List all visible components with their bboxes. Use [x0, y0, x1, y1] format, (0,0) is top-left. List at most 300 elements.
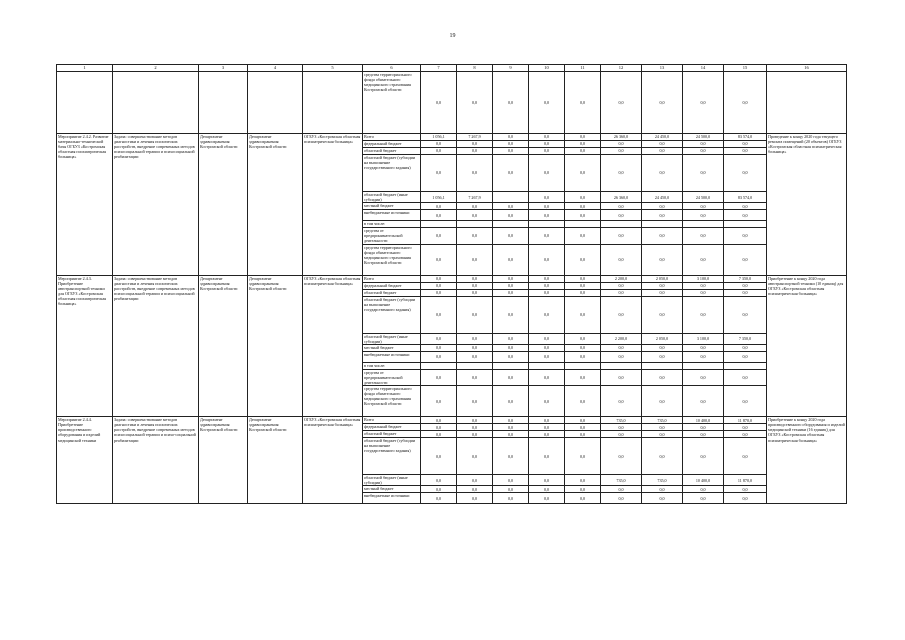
task-description: Задача: совершенствование методов диагностики и лечения психических расстройств, внедрение современных методов психосоциальной терапии и психо-социальной реабилитации	[113, 417, 199, 504]
amount-cell	[683, 221, 724, 228]
funding-source: в том числе:	[363, 221, 421, 228]
task-description: Задача: совершенствование методов диагностики и лечения психических расстройств, внедрение современных методов психосоциальной терапии и психосоциальной реабилитации	[113, 275, 199, 417]
amount-cell: 0,0	[565, 282, 601, 289]
amount-cell: 0,0	[493, 141, 529, 148]
amount-cell: 0,0	[457, 438, 493, 475]
coexecutor: Департамент здравоохранения Костромской области	[248, 417, 303, 504]
amount-cell: 0,0	[724, 210, 767, 221]
amount-cell: 0,0	[421, 417, 457, 424]
amount-cell: 0,0	[565, 438, 601, 475]
amount-cell: 83 574,0	[724, 192, 767, 203]
amount-cell: 0,0	[529, 417, 565, 424]
amount-cell: 0,0	[421, 369, 457, 385]
amount-cell: 10 400,0	[683, 417, 724, 424]
amount-cell: 0,0	[529, 289, 565, 296]
amount-cell: 0,0	[565, 333, 601, 344]
amount-cell: 0,0	[421, 493, 457, 504]
amount-cell: 0,0	[529, 141, 565, 148]
amount-cell: 0,0	[565, 289, 601, 296]
amount-cell: 0,0	[565, 351, 601, 362]
funding-source: федеральный бюджет	[363, 282, 421, 289]
amount-cell: 0,0	[642, 493, 683, 504]
expected-result: Приобретение к концу 2020 года автотранспортной техники (10 единиц) для ОГБУЗ «Костромская областная психиатрическая больница»	[767, 275, 847, 417]
amount-cell: 0,0	[529, 228, 565, 244]
amount-cell: 0,0	[724, 431, 767, 438]
financing-table	[56, 64, 847, 504]
amount-cell: 0,0	[565, 493, 601, 504]
amount-cell: 10 400,0	[683, 475, 724, 486]
measure-name: Мероприятие 2.4.2. Развитие материально-технической базы ОГБУЗ «Костромская областная психиатрическая больница»	[57, 134, 113, 276]
column-number: 16	[767, 65, 847, 72]
amount-cell: 0,0	[565, 148, 601, 155]
amount-cell: 0,0	[724, 244, 767, 275]
amount-cell: 7 267,9	[457, 192, 493, 203]
amount-cell: 0,0	[493, 333, 529, 344]
amount-cell: 735,0	[642, 417, 683, 424]
amount-cell: 0,0	[529, 493, 565, 504]
amount-cell: 0,0	[529, 486, 565, 493]
column-number: 5	[303, 65, 363, 72]
amount-cell: 0,0	[601, 203, 642, 210]
amount-cell: 0,0	[529, 210, 565, 221]
measure-name: Мероприятие 2.4.4. Приобретение производственного оборудования и изделий медицинской техники	[57, 417, 113, 504]
amount-cell: 0,0	[493, 296, 529, 333]
amount-cell: 0,0	[493, 431, 529, 438]
amount-cell: 26 360,0	[601, 134, 642, 141]
funding-source: областной бюджет	[363, 148, 421, 155]
funding-source: областной бюджет (субсидии на выполнение государственного задания)	[363, 155, 421, 192]
amount-cell: 0,0	[683, 148, 724, 155]
amount-cell: 0,0	[565, 275, 601, 282]
funding-source: местный бюджет	[363, 344, 421, 351]
amount-cell: 0,0	[457, 486, 493, 493]
funding-source: областной бюджет	[363, 289, 421, 296]
expected-result: Проведение к концу 2020 года текущего ремонта помещений (20 объектов) ОГБУЗ «Костромская областная психиатрическая больница»	[767, 134, 847, 276]
amount-cell: 0,0	[724, 351, 767, 362]
amount-cell: 0,0	[529, 438, 565, 475]
amount-cell: 0,0	[601, 351, 642, 362]
amount-cell: 0,0	[457, 369, 493, 385]
amount-cell	[601, 221, 642, 228]
amount-cell: 0,0	[493, 386, 529, 417]
amount-cell: 0,0	[724, 203, 767, 210]
amount-cell: 0,0	[529, 72, 565, 134]
amount-cell: 0,0	[565, 344, 601, 351]
amount-cell: 0,0	[642, 282, 683, 289]
amount-cell: 0,0	[565, 424, 601, 431]
amount-cell: 0,0	[529, 275, 565, 282]
amount-cell: 0,0	[493, 148, 529, 155]
amount-cell: 24 500,0	[683, 192, 724, 203]
amount-cell: 0,0	[601, 282, 642, 289]
amount-cell: 0,0	[601, 228, 642, 244]
funding-source: в том числе:	[363, 362, 421, 369]
amount-cell: 0,0	[683, 296, 724, 333]
amount-cell: 0,0	[565, 486, 601, 493]
funding-source: областной бюджет (иные субсидии)	[363, 475, 421, 486]
amount-cell: 0,0	[565, 134, 601, 141]
amount-cell: 0,0	[457, 333, 493, 344]
amount-cell: 0,0	[457, 210, 493, 221]
amount-cell: 0,0	[683, 386, 724, 417]
amount-cell: 0,0	[565, 141, 601, 148]
amount-cell: 0,0	[642, 369, 683, 385]
amount-cell: 0,0	[565, 296, 601, 333]
amount-cell: 0,0	[493, 155, 529, 192]
amount-cell: 0,0	[724, 369, 767, 385]
amount-cell: 0,0	[601, 244, 642, 275]
amount-cell: 0,0	[724, 155, 767, 192]
coexecutor: Департамент здравоохранения Костромской области	[248, 134, 303, 276]
amount-cell: 0,0	[683, 344, 724, 351]
amount-cell: 0,0	[642, 148, 683, 155]
amount-cell: 0,0	[642, 438, 683, 475]
amount-cell: 0,0	[642, 486, 683, 493]
amount-cell: 0,0	[457, 386, 493, 417]
amount-cell: 0,0	[565, 155, 601, 192]
amount-cell	[724, 362, 767, 369]
amount-cell: 0,0	[421, 438, 457, 475]
amount-cell: 0,0	[683, 438, 724, 475]
amount-cell	[565, 221, 601, 228]
amount-cell: 0,0	[601, 486, 642, 493]
amount-cell: 0,0	[565, 244, 601, 275]
amount-cell: 0,0	[421, 72, 457, 134]
amount-cell: 0,0	[421, 148, 457, 155]
amount-cell: 26 360,0	[601, 192, 642, 203]
amount-cell: 735,0	[601, 475, 642, 486]
amount-cell	[642, 221, 683, 228]
amount-cell: 0,0	[683, 424, 724, 431]
amount-cell: 0,0	[529, 386, 565, 417]
amount-cell: 0,0	[642, 203, 683, 210]
amount-cell: 11 870,0	[724, 417, 767, 424]
column-number: 11	[565, 65, 601, 72]
amount-cell: 1 056,1	[421, 192, 457, 203]
amount-cell: 24 450,0	[642, 134, 683, 141]
funding-source: средства территориального фонда обязательного медицинского страхования Костромской области	[363, 386, 421, 417]
funding-source: федеральный бюджет	[363, 141, 421, 148]
continuation-row	[57, 72, 847, 134]
funding-source: Всего	[363, 275, 421, 282]
amount-cell: 0,0	[565, 192, 601, 203]
amount-cell: 0,0	[421, 386, 457, 417]
amount-cell	[421, 362, 457, 369]
amount-cell: 0,0	[642, 141, 683, 148]
amount-cell: 0,0	[565, 475, 601, 486]
recipient: ОГБУЗ «Костромская областная психиатрическая больница»	[303, 417, 363, 504]
funding-source: средства от предпринимательской деятельности	[363, 369, 421, 385]
amount-cell: 0,0	[493, 282, 529, 289]
amount-cell: 0,0	[565, 72, 601, 134]
empty-cell	[303, 72, 363, 134]
amount-cell: 0,0	[421, 141, 457, 148]
amount-cell: 0,0	[457, 275, 493, 282]
amount-cell: 2 200,0	[601, 333, 642, 344]
amount-cell: 0,0	[601, 431, 642, 438]
amount-cell: 0,0	[642, 289, 683, 296]
amount-cell: 0,0	[529, 244, 565, 275]
amount-cell	[529, 221, 565, 228]
amount-cell: 0,0	[642, 210, 683, 221]
amount-cell: 0,0	[457, 282, 493, 289]
amount-cell: 0,0	[642, 424, 683, 431]
amount-cell: 0,0	[493, 244, 529, 275]
amount-cell: 0,0	[421, 155, 457, 192]
amount-cell: 0,0	[683, 431, 724, 438]
empty-cell	[57, 72, 113, 134]
column-number: 13	[642, 65, 683, 72]
amount-cell: 0,0	[457, 289, 493, 296]
amount-cell: 0,0	[529, 431, 565, 438]
amount-cell: 0,0	[642, 351, 683, 362]
funding-source: федеральный бюджет	[363, 424, 421, 431]
column-number: 4	[248, 65, 303, 72]
column-number: 2	[113, 65, 199, 72]
amount-cell: 0,0	[529, 475, 565, 486]
amount-cell: 83 574,0	[724, 134, 767, 141]
amount-cell: 0,0	[724, 493, 767, 504]
amount-cell: 0,0	[493, 203, 529, 210]
amount-cell: 0,0	[457, 141, 493, 148]
funding-source: местный бюджет	[363, 486, 421, 493]
amount-cell: 0,0	[457, 431, 493, 438]
amount-cell	[529, 362, 565, 369]
column-number: 1	[57, 65, 113, 72]
amount-cell: 0,0	[529, 282, 565, 289]
funding-source: областной бюджет (иные субсидии)	[363, 192, 421, 203]
empty-cell	[113, 72, 199, 134]
column-number: 12	[601, 65, 642, 72]
amount-cell	[457, 221, 493, 228]
amount-cell: 0,0	[457, 344, 493, 351]
amount-cell: 0,0	[457, 417, 493, 424]
amount-cell: 0,0	[529, 148, 565, 155]
amount-cell: 0,0	[724, 296, 767, 333]
amount-cell: 0,0	[601, 296, 642, 333]
amount-cell: 2 200,0	[601, 275, 642, 282]
amount-cell: 1 056,1	[421, 134, 457, 141]
amount-cell: 0,0	[565, 431, 601, 438]
amount-cell: 735,0	[642, 475, 683, 486]
amount-cell: 0,0	[724, 486, 767, 493]
amount-cell: 0,0	[724, 424, 767, 431]
amount-cell: 0,0	[529, 351, 565, 362]
page-number: 19	[449, 33, 456, 39]
amount-cell: 0,0	[683, 141, 724, 148]
funding-source: средства территориального фонда обязательного медицинского страхования Костромской области	[363, 244, 421, 275]
amount-cell: 0,0	[457, 493, 493, 504]
amount-cell: 0,0	[642, 386, 683, 417]
amount-cell: 7 267,9	[457, 134, 493, 141]
amount-cell: 0,0	[642, 296, 683, 333]
amount-cell: 0,0	[529, 344, 565, 351]
amount-cell: 0,0	[724, 289, 767, 296]
amount-cell	[457, 362, 493, 369]
funding-row	[57, 134, 847, 141]
amount-cell: 0,0	[493, 134, 529, 141]
funding-row	[57, 417, 847, 424]
amount-cell: 0,0	[601, 424, 642, 431]
amount-cell: 0,0	[457, 203, 493, 210]
amount-cell: 0,0	[457, 475, 493, 486]
amount-cell: 0,0	[601, 155, 642, 192]
amount-cell: 0,0	[529, 369, 565, 385]
amount-cell: 0,0	[457, 351, 493, 362]
column-number: 7	[421, 65, 457, 72]
empty-cell	[199, 72, 248, 134]
amount-cell: 0,0	[457, 244, 493, 275]
amount-cell: 0,0	[493, 369, 529, 385]
amount-cell: 0,0	[683, 72, 724, 134]
task-description: Задача: совершенствование методов диагностики и лечения психических расстройств, внедрение современных методов психосоциальной терапии и психосоциальной реабилитации	[113, 134, 199, 276]
amount-cell: 0,0	[683, 486, 724, 493]
amount-cell: 0,0	[457, 72, 493, 134]
amount-cell: 11 870,0	[724, 475, 767, 486]
amount-cell: 0,0	[529, 296, 565, 333]
amount-cell	[683, 362, 724, 369]
amount-cell: 0,0	[457, 228, 493, 244]
amount-cell: 0,0	[529, 333, 565, 344]
amount-cell: 0,0	[724, 282, 767, 289]
column-number: 10	[529, 65, 565, 72]
amount-cell: 0,0	[493, 210, 529, 221]
amount-cell: 0,0	[457, 148, 493, 155]
amount-cell: 0,0	[457, 424, 493, 431]
executor: Департамент здравоохранения Костромской области	[199, 275, 248, 417]
amount-cell: 24 500,0	[683, 134, 724, 141]
amount-cell	[493, 221, 529, 228]
amount-cell: 0,0	[601, 210, 642, 221]
amount-cell	[565, 362, 601, 369]
amount-cell: 0,0	[493, 417, 529, 424]
amount-cell: 0,0	[421, 344, 457, 351]
amount-cell: 0,0	[493, 475, 529, 486]
recipient: ОГБУЗ «Костромская областная психиатрическая больница»	[303, 275, 363, 417]
empty-cell	[767, 72, 847, 134]
amount-cell: 0,0	[493, 438, 529, 475]
amount-cell: 0,0	[493, 228, 529, 244]
header-row	[57, 65, 847, 72]
amount-cell: 0,0	[601, 148, 642, 155]
amount-cell: 2 050,0	[642, 275, 683, 282]
amount-cell: 0,0	[642, 431, 683, 438]
amount-cell: 3 100,0	[683, 333, 724, 344]
column-number: 15	[724, 65, 767, 72]
amount-cell: 0,0	[724, 438, 767, 475]
amount-cell: 0,0	[724, 344, 767, 351]
funding-source: средства территориального фонда обязательного медицинского страхования Костромской области	[363, 72, 421, 134]
amount-cell: 24 450,0	[642, 192, 683, 203]
amount-cell: 0,0	[529, 134, 565, 141]
amount-cell: 0,0	[565, 386, 601, 417]
amount-cell: 0,0	[565, 369, 601, 385]
amount-cell: 0,0	[642, 72, 683, 134]
funding-source: областной бюджет (иные субсидии)	[363, 333, 421, 344]
amount-cell	[601, 362, 642, 369]
amount-cell: 0,0	[421, 351, 457, 362]
amount-cell: 0,0	[529, 424, 565, 431]
column-number: 9	[493, 65, 529, 72]
funding-source: Всего	[363, 134, 421, 141]
amount-cell: 3 100,0	[683, 275, 724, 282]
coexecutor: Департамент здравоохранения Костромской области	[248, 275, 303, 417]
amount-cell: 0,0	[493, 486, 529, 493]
amount-cell	[493, 192, 529, 203]
amount-cell: 0,0	[421, 228, 457, 244]
amount-cell: 0,0	[421, 289, 457, 296]
funding-source: средства от предпринимательской деятельности	[363, 228, 421, 244]
funding-source: внебюджетные источники	[363, 210, 421, 221]
amount-cell: 0,0	[493, 493, 529, 504]
amount-cell: 735,0	[601, 417, 642, 424]
amount-cell: 0,0	[642, 155, 683, 192]
amount-cell: 0,0	[683, 369, 724, 385]
amount-cell: 0,0	[421, 431, 457, 438]
funding-source: Всего	[363, 417, 421, 424]
amount-cell: 0,0	[601, 369, 642, 385]
amount-cell: 0,0	[421, 275, 457, 282]
amount-cell	[642, 362, 683, 369]
amount-cell: 0,0	[421, 244, 457, 275]
column-number: 14	[683, 65, 724, 72]
amount-cell: 0,0	[493, 351, 529, 362]
amount-cell: 0,0	[421, 296, 457, 333]
amount-cell: 0,0	[529, 192, 565, 203]
measure-name: Мероприятие 2.4.3. Приобретение автотранспортной техники для ОГБУЗ «Костромская областная психиатрическая больница»	[57, 275, 113, 417]
funding-source: областной бюджет (субсидии на выполнение государственного задания)	[363, 296, 421, 333]
amount-cell: 0,0	[724, 72, 767, 134]
amount-cell: 0,0	[421, 282, 457, 289]
amount-cell: 0,0	[421, 203, 457, 210]
amount-cell: 0,0	[601, 386, 642, 417]
amount-cell: 7 350,0	[724, 333, 767, 344]
amount-cell	[421, 221, 457, 228]
amount-cell: 0,0	[493, 424, 529, 431]
amount-cell: 0,0	[421, 210, 457, 221]
amount-cell: 0,0	[642, 228, 683, 244]
funding-source: областной бюджет (субсидии на выполнение государственного задания)	[363, 438, 421, 475]
amount-cell: 0,0	[565, 203, 601, 210]
amount-cell: 0,0	[493, 344, 529, 351]
amount-cell: 0,0	[724, 386, 767, 417]
amount-cell: 0,0	[683, 289, 724, 296]
amount-cell: 0,0	[565, 417, 601, 424]
amount-cell: 0,0	[421, 333, 457, 344]
amount-cell: 0,0	[724, 228, 767, 244]
amount-cell: 0,0	[683, 493, 724, 504]
amount-cell: 0,0	[457, 155, 493, 192]
amount-cell: 0,0	[457, 296, 493, 333]
amount-cell: 0,0	[642, 344, 683, 351]
funding-source: внебюджетные источники	[363, 351, 421, 362]
amount-cell: 0,0	[529, 203, 565, 210]
amount-cell: 2 050,0	[642, 333, 683, 344]
amount-cell: 0,0	[493, 275, 529, 282]
amount-cell: 0,0	[601, 438, 642, 475]
amount-cell: 0,0	[683, 351, 724, 362]
amount-cell: 0,0	[724, 148, 767, 155]
column-number: 3	[199, 65, 248, 72]
amount-cell: 0,0	[421, 475, 457, 486]
executor: Департамент здравоохранения Костромской области	[199, 417, 248, 504]
expected-result: Приобретение к концу 2020 года производственного оборудования и изделий медицинской техники (16 единиц) для ОГБУЗ «Костромская областная психиатрическая больница»	[767, 417, 847, 504]
amount-cell	[493, 362, 529, 369]
amount-cell: 0,0	[565, 228, 601, 244]
amount-cell: 0,0	[642, 244, 683, 275]
amount-cell: 0,0	[683, 244, 724, 275]
empty-cell	[248, 72, 303, 134]
